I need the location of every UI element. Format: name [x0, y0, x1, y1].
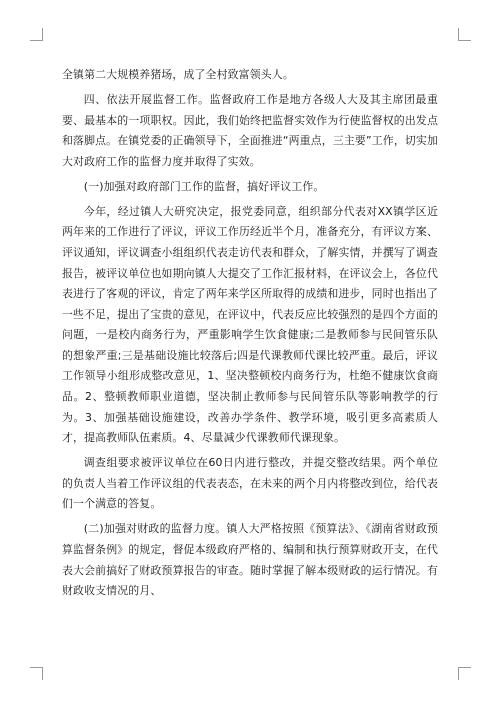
paragraph-evaluation-work: 今年，经过镇人大研究决定，报党委同意，组织部分代表对XX镇学区近两年来的工作进行了评议，评议工作历经近半个月，准备充分，有评议方案、评议通知，评议调查小组组织代表走访代表和群众，了解实情，并撰写了调查报告，被评议单位也如期向镇人大提交了工作汇报材料，在评议会上，各位代表进行了客观的评议，肯定了两年来学区所取得的成绩和进步，同时也指出了一些不足，提出了宝贵的意见，在评议中，代表反应比较强烈的是四个方面的问题，一是校内商务行为，严重影响学生饮食健康;二是教师参与民间管乐队的想象严重;三是基础设施比较落后;四是代课教师代课比较严重。最后，评议工作领导小组形成整改意见，1、坚决整顿校内商务行为，杜绝不健康饮食商品。2、整顿教师职业道德，坚决制止教师参与民间管乐队等影响教学的行为。3、加强基础设施建设，改善办学条件、教学环境，吸引更多高素质人才，提高教师队伍素质。4、尽量减少代课教师代课现象。 [62, 204, 438, 445]
document-body [62, 65, 438, 602]
paragraph-continuation: 全镇第二大规模养猪场，成了全村致富领头人。 [62, 68, 294, 81]
crop-mark-top-left [30, 28, 43, 41]
crop-mark-bottom-right [458, 667, 471, 680]
paragraph-section-four: 四、依法开展监督工作。监督政府工作是地方各级人大及其主席团最重要、最基本的一项职权。因此，我们始终把监督实效作为行使监督权的出发点和落脚点。在镇党委的正确领导下，全面推进“两重点，三主要”工作，切实加大对政府工作的监督力度并取得了实效。 [62, 92, 438, 168]
paragraph-subheading-one: (一)加强对政府部门工作的监督，搞好评议工作。 [83, 179, 325, 193]
paragraph-subheading-two: (二)加强对财政的监督力度。镇人大严格按照《预算法》、《湖南省财政预算监督条例》的规定，督促本级政府严格的、编制和执行预算财政开支，在代表大会前搞好了财政预算报告的审查。随时掌握了解本级财政的运行情况。有财政收支情况的月、 [62, 522, 438, 598]
paragraph-rectification: 调查组要求被评议单位在60日内进行整改，并提交整改结果。两个单位的负责人当着工作评议组的代表表态，在未来的两个月内将整改到位，给代表们一个满意的答复。 [62, 456, 438, 511]
crop-mark-bottom-left [30, 667, 43, 680]
crop-mark-top-right [458, 28, 471, 41]
